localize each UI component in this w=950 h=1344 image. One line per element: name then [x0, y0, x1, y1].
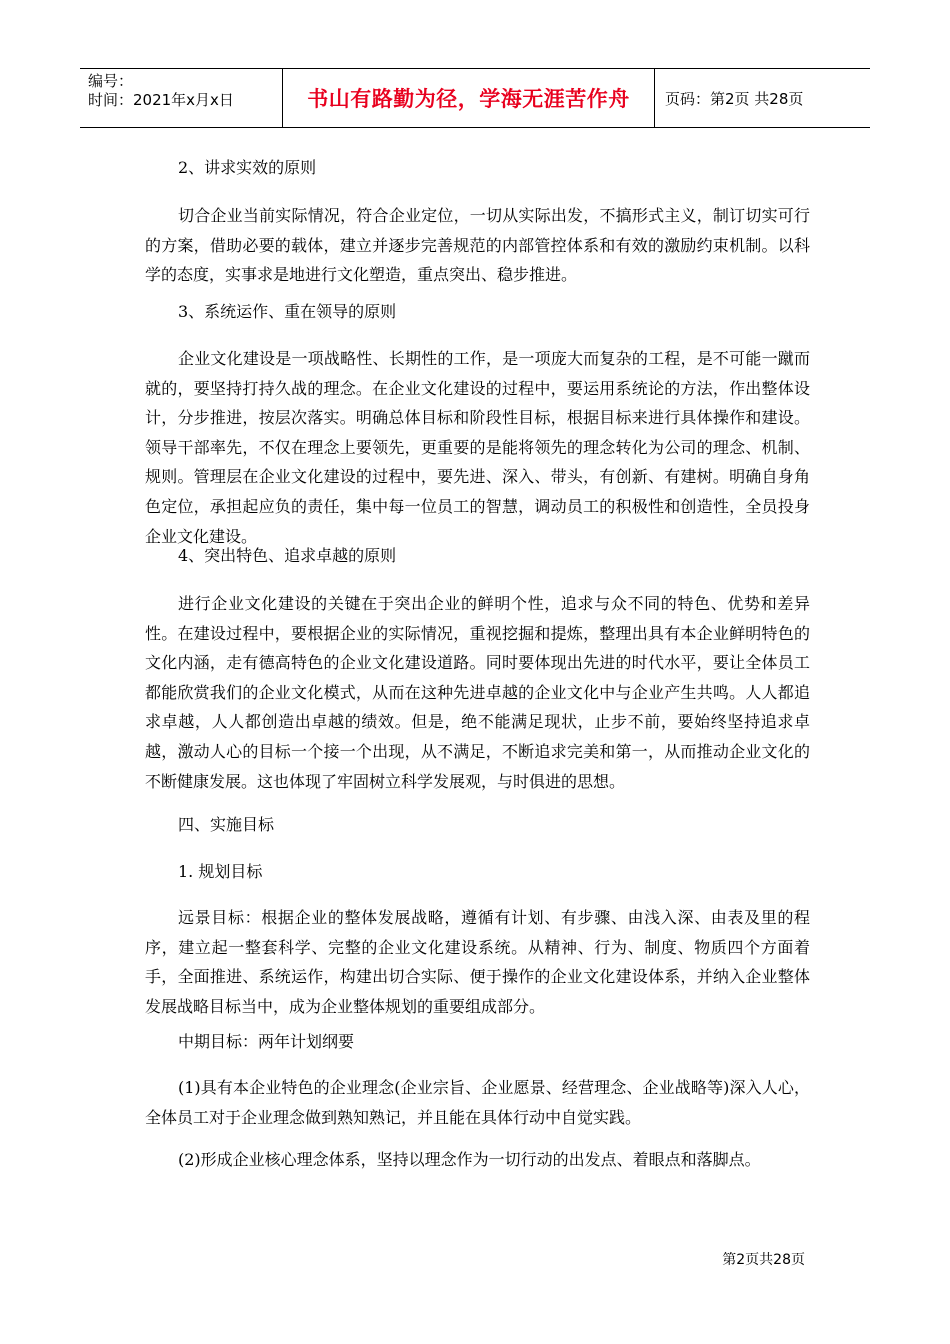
section-heading: 中期目标：两年计划纲要 — [178, 1032, 355, 1051]
page-indicator: 页码：第2页 共28页 — [665, 89, 804, 108]
list-item: (2)形成企业核心理念体系，坚持以理念作为一切行动的出发点、着眼点和落脚点。 — [178, 1150, 761, 1169]
section-heading: 3、系统运作、重在领导的原则 — [178, 302, 397, 321]
section-heading: 四、实施目标 — [178, 815, 275, 834]
header-motto-cell — [282, 69, 655, 127]
number-label: 编号： — [88, 72, 134, 90]
paragraph: 远景目标：根据企业的整体发展战略，遵循有计划、有步骤、由浅入深、由表及里的程序，建立起一整套科学、完整的企业文化建设系统。从精神、行为、制度、物质四个方面着手，全面推进、系统运作，构建出切合实际、便于操作的企业文化建设体系，并纳入企业整体发展战略目标当中，成为企业整体规划的重要组成部分。 — [145, 908, 810, 1016]
section-heading: 4、突出特色、追求卓越的原则 — [178, 546, 397, 565]
page-footer: 第2页共28页 — [722, 1252, 805, 1268]
header-meta — [80, 69, 282, 127]
motto: 书山有路勤为径，学海无涯苦作舟 — [307, 87, 630, 111]
paragraph: 进行企业文化建设的关键在于突出企业的鲜明个性，追求与众不同的特色、优势和差异性。在建设过程中，要根据企业的实际情况，重视挖掘和提炼，整理出具有本企业鲜明特色的文化内涵，走有德高特色的企业文化建设道路。同时要体现出先进的时代水平，要让全体员工都能欣赏我们的企业文化模式，从而在这种先进卓越的企业文化中与企业产生共鸣。人人都追求卓越，人人都创造出卓越的绩效。但是，绝不能满足现状，止步不前，要始终坚持追求卓越，激动人心的目标一个接一个出现，从不满足，不断追求完美和第一，从而推动企业文化的不断健康发展。这也体现了牢固树立科学发展观，与时俱进的思想。 — [145, 594, 810, 791]
page-header — [80, 68, 870, 128]
section-heading: 1. 规划目标 — [178, 862, 263, 881]
section-heading: 2、讲求实效的原则 — [178, 158, 317, 177]
paragraph: 切合企业当前实际情况，符合企业定位，一切从实际出发，不搞形式主义，制订切实可行的方案，借助必要的载体，建立并逐步完善规范的内部管控体系和有效的激励约束机制。以科学的态度，实事求是地进行文化塑造，重点突出、稳步推进。 — [145, 206, 810, 285]
header-page-cell — [655, 69, 870, 127]
time-label: 时间：2021年x月x日 — [88, 91, 234, 109]
paragraph: 企业文化建设是一项战略性、长期性的工作，是一项庞大而复杂的工程，是不可能一蹴而就的，要坚持打持久战的理念。在企业文化建设的过程中，要运用系统论的方法，作出整体设计，分步推进，按层次落实。明确总体目标和阶段性目标，根据目标来进行具体操作和建设。领导干部率先，不仅在理念上要领先，更重要的是能将领先的理念转化为公司的理念、机制、规则。管理层在企业文化建设的过程中，要先进、深入、带头，有创新、有建树。明确自身角色定位，承担起应负的责任，集中每一位员工的智慧，调动员工的积极性和创造性，全员投身企业文化建设。 — [145, 349, 810, 546]
list-item: (1)具有本企业特色的企业理念(企业宗旨、企业愿景、经营理念、企业战略等)深入人心，全体员工对于企业理念做到熟知熟记，并且能在具体行动中自觉实践。 — [145, 1078, 810, 1127]
